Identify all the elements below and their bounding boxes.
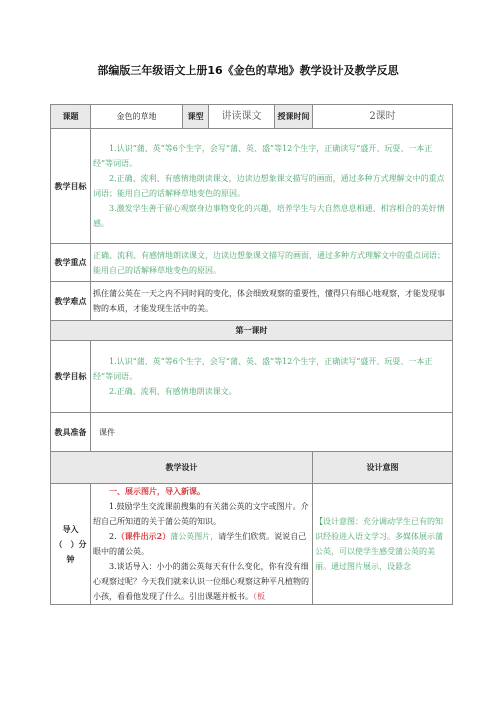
hours-value: 2课时 xyxy=(313,105,453,129)
design-header-row xyxy=(51,452,453,484)
lesson1-goals-label: 教学目标 xyxy=(51,341,91,413)
p2-green: 蒲公英图片， xyxy=(170,532,219,541)
goals-label: 教学目标 xyxy=(51,129,91,244)
intro-content xyxy=(91,484,313,605)
hours-label: 授课时间 xyxy=(275,105,313,129)
key-points-text: 正确、流利、有感情地朗读课文，边读边想象课文描写的画面，通过多种方式理解文中的重点词语；能用自己的话解释草地变色的原因。 xyxy=(91,244,453,282)
lesson1-header-row xyxy=(51,321,453,341)
goal-item: 2.正确、流利、有感情地朗读课文，边读边想象课文描写的画面，通过多种方式理解文中的重点词语；能用自己的话解释草地变色的原因。 xyxy=(93,174,445,198)
key-points-label: 教学重点 xyxy=(51,244,91,282)
design-col2-header: 设计意图 xyxy=(313,452,453,484)
header-row xyxy=(51,105,453,129)
difficulties-row xyxy=(51,282,453,321)
p3-board-note: （板 xyxy=(253,592,265,601)
prep-value: 课件 xyxy=(91,413,453,452)
intro-paragraph: 1.鼓励学生交流课前搜集的有关蒲公英的文字或图片。介绍自己所知道的关于蒲公英的知识。 xyxy=(93,502,309,526)
lesson1-goals-content xyxy=(91,341,453,413)
goal-item: 1.认识“蒲、英”等6个生字，会写“蒲、英、盛”等12个生字，正确读写“盛开、玩耍、一本正经”等词语。 xyxy=(93,144,433,168)
p2-rest: 请学生们欣赏。说说自己眼中的蒲公英。 xyxy=(93,532,307,556)
intro-label: 导入（ ）分钟 xyxy=(51,484,91,605)
intro-row xyxy=(51,484,453,605)
goals-row xyxy=(51,129,453,244)
lesson1-header: 第一课时 xyxy=(51,321,453,341)
topic-value: 金色的草地 xyxy=(91,105,183,129)
lesson-plan-table xyxy=(50,104,453,605)
goals-content xyxy=(91,129,453,244)
goal-item: 3.激发学生善于留心观察身边事物变化的兴趣，培养学生与大自然息息相通、相容相合的美好情感。 xyxy=(93,204,445,228)
p3-text: 3.谈话导入：小小的蒲公英每天有什么变化，你有没有细心观察过呢？今天我们就来认识一位细心观察这种平凡植物的小孩，看看他发现了什么。引出课题并板书。 xyxy=(93,562,309,601)
goal-item: 2.正确、流利、有感情地朗读课文。 xyxy=(109,387,237,396)
key-points-row xyxy=(51,244,453,282)
prep-label: 教具准备 xyxy=(51,413,91,452)
difficulties-text: 抓住蒲公英在一天之内不同时间的变化，体会细致观察的重要性，懂得只有细心地观察，才能发现事物的本质，才能发现生活中的美。 xyxy=(91,282,453,321)
type-value: 讲读课文 xyxy=(209,105,275,129)
page-title: 部编版三年级语文上册16《金色的草地》教学设计及教学反思 xyxy=(97,64,399,77)
design-intent: 【设计意图：充分调动学生已有的知识经验进入语文学习。多媒体展示蒲公英，可以使学生感受蒲公英的美丽。通过图片展示，设悬念 xyxy=(313,484,453,605)
type-label: 课型 xyxy=(183,105,209,129)
lesson1-goals-row xyxy=(51,341,453,413)
goal-item: 1.认识“蒲、英”等6个生字，会写“蒲、英、盛”等12个生字，正确读写“盛开、玩耍、一本正经”等词语。 xyxy=(93,357,433,381)
design-col1-header: 教学设计 xyxy=(51,452,313,484)
intro-paragraph xyxy=(93,529,310,559)
section-title: 一、展示图片，导入新课。 xyxy=(109,486,205,496)
intro-paragraph xyxy=(93,559,310,604)
difficulties-label: 教学难点 xyxy=(51,282,91,321)
prep-row xyxy=(51,413,453,452)
p2-lead: 2. xyxy=(109,532,117,541)
topic-label: 课题 xyxy=(51,105,91,129)
courseware-ref: （课件出示2） xyxy=(116,531,171,541)
